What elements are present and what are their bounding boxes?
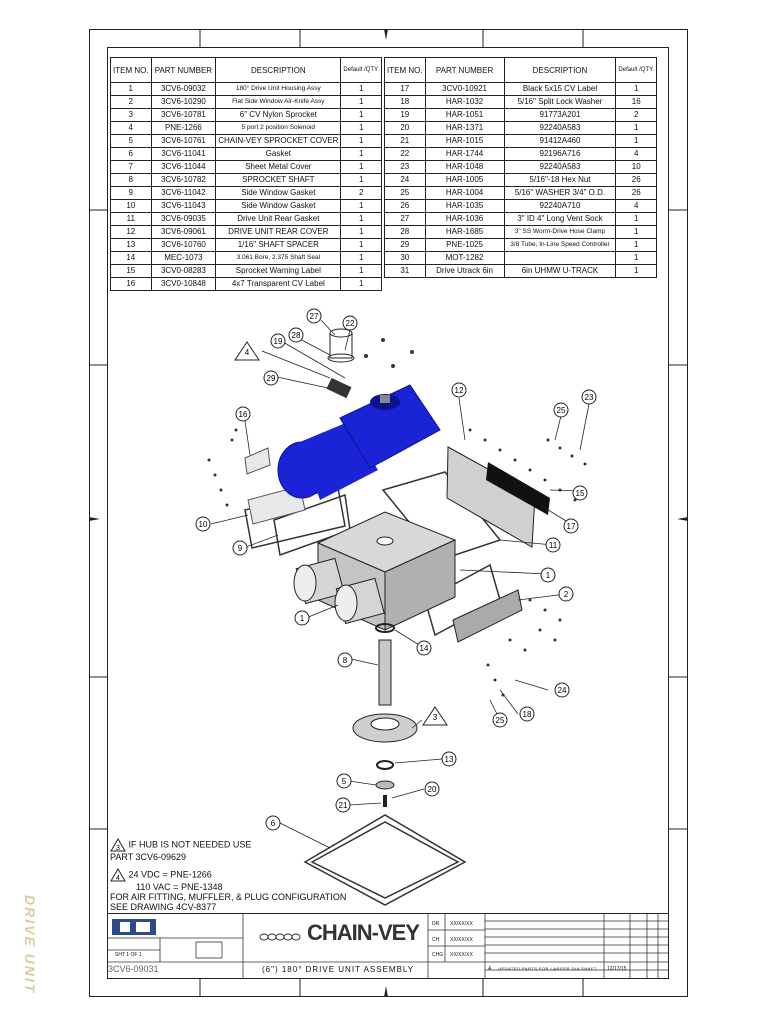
bom-cell-desc: 92240A710 xyxy=(504,200,616,213)
company-logo-icon xyxy=(112,919,156,935)
balloon-label: 1 xyxy=(545,571,551,580)
bom-cell-desc: 5/16" WASHER 3/4" O.D. xyxy=(504,187,616,200)
bom-cell-qty: 1 xyxy=(616,83,657,96)
bom-cell-item: 20 xyxy=(385,122,426,135)
bom-cell-item: 7 xyxy=(111,161,152,174)
bom-cell-part: MEC-1073 xyxy=(151,252,216,265)
balloon-label: 4 xyxy=(244,348,250,357)
bom-cell-desc: 5/16" Split Lock Washer xyxy=(504,96,616,109)
bom-cell-part: PNE-1025 xyxy=(425,239,504,252)
sheet-number: SHT 1 OF 1 xyxy=(115,952,142,958)
bom-cell-qty: 4 xyxy=(616,148,657,161)
bom-cell-item: 8 xyxy=(111,174,152,187)
bom-cell-part: 3CV6-09032 xyxy=(151,83,216,96)
bom-cell-qty: 1 xyxy=(341,135,382,148)
note4-text-d: SEE DRAWING 4CV-8377 xyxy=(110,902,217,912)
bom-cell-qty: 1 xyxy=(616,226,657,239)
balloon-label: 8 xyxy=(342,656,348,665)
bom-cell-desc: Flat Side Window Air-Knife Assy xyxy=(216,96,341,109)
header-part-number: PART NUMBER xyxy=(425,58,504,83)
bom-cell-qty: 1 xyxy=(341,278,382,291)
balloon-label: 13 xyxy=(444,755,454,764)
bom-cell-part: 3CV6-10781 xyxy=(151,109,216,122)
bom-cell-part: 3CV6-10290 xyxy=(151,96,216,109)
note3-num: 3 xyxy=(116,845,120,852)
rev-description: UPDATED PARTS FOR LARGER DIA SHAFT xyxy=(498,966,597,971)
bom-cell-item: 17 xyxy=(385,83,426,96)
bom-cell-part: HAR-1004 xyxy=(425,187,504,200)
bom-cell-desc: 6" CV Nylon Sprocket xyxy=(216,109,341,122)
balloon-label: 28 xyxy=(291,331,301,340)
balloon-label: 22 xyxy=(345,319,355,328)
note3-text: IF HUB IS NOT NEEDED USE xyxy=(128,839,252,850)
bom-cell-item: 21 xyxy=(385,135,426,148)
bom-cell-part: HAR-1032 xyxy=(425,96,504,109)
note4-text-b: 110 VAC = PNE-1348 xyxy=(136,882,223,892)
balloon-label: 18 xyxy=(522,710,532,719)
bom-cell-desc: DRIVE UNIT REAR COVER xyxy=(216,226,341,239)
bom-cell-part: HAR-1744 xyxy=(425,148,504,161)
bom-cell-desc: 5 port 2 position Solenoid xyxy=(216,122,341,135)
bom-cell-item: 29 xyxy=(385,239,426,252)
bom-cell-desc: Sheet Metal Cover xyxy=(216,161,341,174)
note4-text-a: 24 VDC = PNE-1266 xyxy=(128,869,212,880)
bom-cell-qty: 1 xyxy=(341,226,382,239)
bom-cell-item: 2 xyxy=(111,96,152,109)
balloon-label: 25 xyxy=(556,406,566,415)
bom-cell-item: 11 xyxy=(111,213,152,226)
bom-cell-qty: 1 xyxy=(341,265,382,278)
chain-vey-logo: CHAIN-VEY xyxy=(307,920,420,945)
bom-cell-desc: 91412A460 xyxy=(504,135,616,148)
bom-cell-desc: CHAIN-VEY SPROCKET COVER xyxy=(216,135,341,148)
bom-cell-desc: Side Window Gasket xyxy=(216,187,341,200)
bom-cell-desc: 91773A201 xyxy=(504,109,616,122)
drawing-title: (6") 180° DRIVE UNIT ASSEMBLY xyxy=(262,965,415,974)
bom-cell-item: 6 xyxy=(111,148,152,161)
balloon-label: 12 xyxy=(454,386,464,395)
bom-cell-desc: Gasket xyxy=(216,148,341,161)
balloon-label: 23 xyxy=(584,393,594,402)
note4-text-c: FOR AIR FITTING, MUFFLER, & PLUG CONFIGURATION xyxy=(110,892,347,902)
drawing-number: 3CV6-09031 xyxy=(108,964,159,974)
bom-cell-part: 3CV0-10921 xyxy=(425,83,504,96)
bom-cell-part: 3CV6-11043 xyxy=(151,200,216,213)
bom-cell-item: 18 xyxy=(385,96,426,109)
balloon-label: 15 xyxy=(575,489,585,498)
bom-cell-desc: Side Window Gasket xyxy=(216,200,341,213)
balloon-label: 11 xyxy=(548,541,558,550)
balloon-label: 16 xyxy=(238,410,248,419)
header-item: ITEM NO. xyxy=(385,58,426,83)
bom-cell-part: 3CV6-09061 xyxy=(151,226,216,239)
bom-cell-desc: Sprocket Warning Label xyxy=(216,265,341,278)
bom-cell-qty: 1 xyxy=(341,200,382,213)
bom-cell-item: 24 xyxy=(385,174,426,187)
bom-cell-qty: 1 xyxy=(341,161,382,174)
bom-cell-item: 14 xyxy=(111,252,152,265)
bom-cell-item: 19 xyxy=(385,109,426,122)
bom-cell-desc: 3" SS Worm-Drive Hose Clamp xyxy=(504,226,616,239)
header-qty: Default /QTY. xyxy=(616,58,657,83)
bom-cell-part: HAR-1005 xyxy=(425,174,504,187)
bom-cell-item: 12 xyxy=(111,226,152,239)
bom-cell-desc: 92196A716 xyxy=(504,148,616,161)
bom-cell-qty: 2 xyxy=(616,109,657,122)
bom-cell-part: Drive Utrack 6in xyxy=(425,265,504,278)
balloon-label: 6 xyxy=(270,819,276,828)
bom-cell-item: 26 xyxy=(385,200,426,213)
bom-cell-qty: 1 xyxy=(616,252,657,265)
bom-cell-qty: 1 xyxy=(341,122,382,135)
balloon-label: 3 xyxy=(432,713,438,722)
bom-cell-item: 28 xyxy=(385,226,426,239)
bom-cell-qty: 4 xyxy=(616,200,657,213)
bom-cell-item: 5 xyxy=(111,135,152,148)
bom-cell-qty: 26 xyxy=(616,174,657,187)
bom-cell-item: 31 xyxy=(385,265,426,278)
balloon-label: 21 xyxy=(338,801,348,810)
bom-cell-part: HAR-1048 xyxy=(425,161,504,174)
bom-cell-item: 27 xyxy=(385,213,426,226)
bom-cell-desc: SPROCKET SHAFT xyxy=(216,174,341,187)
side-label: DRIVE UNIT xyxy=(22,895,38,995)
bom-cell-qty: 16 xyxy=(616,96,657,109)
bom-cell-part: 3CV0-10848 xyxy=(151,278,216,291)
bom-cell-part: HAR-1685 xyxy=(425,226,504,239)
bom-cell-part: HAR-1051 xyxy=(425,109,504,122)
bom-cell-item: 3 xyxy=(111,109,152,122)
ch-label: CH xyxy=(432,937,440,943)
bom-cell-item: 22 xyxy=(385,148,426,161)
balloon-label: 9 xyxy=(237,544,243,553)
header-description: DESCRIPTION xyxy=(504,58,616,83)
bom-cell-desc: 6in UHMW U-TRACK xyxy=(504,265,616,278)
rev-date: 12/17/15 xyxy=(607,966,627,972)
bom-cell-qty: 1 xyxy=(341,96,382,109)
bom-cell-qty: 1 xyxy=(341,109,382,122)
note3-text-b: PART 3CV6-09629 xyxy=(110,852,187,862)
balloon-label: 29 xyxy=(266,374,276,383)
balloon-label: 5 xyxy=(341,777,347,786)
bom-cell-qty: 1 xyxy=(341,213,382,226)
bom-cell-desc: 3/8 Tube, In-Line Speed Controller xyxy=(504,239,616,252)
bom-cell-part: MOT-1282 xyxy=(425,252,504,265)
balloon-label: 27 xyxy=(309,312,319,321)
bom-cell-item: 1 xyxy=(111,83,152,96)
bom-cell-desc: 1/16" SHAFT SPACER xyxy=(216,239,341,252)
bom-cell-item: 4 xyxy=(111,122,152,135)
bom-cell-desc: 4x7 Transparent CV Label xyxy=(216,278,341,291)
bom-cell-part: HAR-1015 xyxy=(425,135,504,148)
bom-cell-qty: 10 xyxy=(616,161,657,174)
dr-label: DR xyxy=(432,921,440,927)
bom-cell-qty: 1 xyxy=(616,265,657,278)
bom-cell-part: HAR-1035 xyxy=(425,200,504,213)
bom-cell-part: 3CV6-10760 xyxy=(151,239,216,252)
bom-cell-item: 13 xyxy=(111,239,152,252)
bom-cell-desc: Black 5x15 CV Label xyxy=(504,83,616,96)
bom-cell-qty: 1 xyxy=(341,252,382,265)
bom-cell-desc: Drive Unit Rear Gasket xyxy=(216,213,341,226)
bom-cell-qty: 1 xyxy=(341,174,382,187)
bom-cell-part: 3CV6-10761 xyxy=(151,135,216,148)
bom-cell-part: 3CV0-08283 xyxy=(151,265,216,278)
note4-num: 4 xyxy=(116,875,120,882)
header-item: ITEM NO. xyxy=(111,58,152,83)
bom-cell-qty: 1 xyxy=(616,135,657,148)
bom-cell-qty: 2 xyxy=(341,187,382,200)
bom-cell-part: HAR-1371 xyxy=(425,122,504,135)
bom-cell-desc: 92240A583 xyxy=(504,122,616,135)
bom-cell-desc: 92240A583 xyxy=(504,161,616,174)
bom-cell-desc: 3.061 Bore, 2.375 Shaft Seal xyxy=(216,252,341,265)
bom-cell-qty: 1 xyxy=(616,213,657,226)
header-description: DESCRIPTION xyxy=(216,58,341,83)
balloon-label: 17 xyxy=(566,522,576,531)
bom-cell-part: 3CV6-11044 xyxy=(151,161,216,174)
chg-label: CHG xyxy=(432,952,444,958)
bom-cell-item: 25 xyxy=(385,187,426,200)
balloon-label: 2 xyxy=(563,590,569,599)
bom-cell-part: 3CV6-09035 xyxy=(151,213,216,226)
bom-cell-qty: 1 xyxy=(341,83,382,96)
bom-cell-part: HAR-1036 xyxy=(425,213,504,226)
balloon-label: 14 xyxy=(419,644,429,653)
header-qty: Default /QTY. xyxy=(341,58,382,83)
header-part-number: PART NUMBER xyxy=(151,58,216,83)
bom-cell-item: 30 xyxy=(385,252,426,265)
bom-cell-part: 3CV6-11042 xyxy=(151,187,216,200)
balloon-label: 25 xyxy=(495,716,505,725)
dr-value: XX/XX/XX xyxy=(450,921,473,927)
chain-graphic-icon xyxy=(260,934,300,940)
balloon-label: 19 xyxy=(273,337,283,346)
balloon-label: 1 xyxy=(299,614,305,623)
bom-cell-qty: 26 xyxy=(616,187,657,200)
bom-cell-part: PNE-1266 xyxy=(151,122,216,135)
bom-cell-qty: 1 xyxy=(616,122,657,135)
bom-cell-qty: 1 xyxy=(341,239,382,252)
bom-cell-desc: 180° Drive Unit Housing Assy xyxy=(216,83,341,96)
bom-cell-item: 9 xyxy=(111,187,152,200)
bom-cell-qty: 1 xyxy=(616,239,657,252)
balloon-label: 10 xyxy=(198,520,208,529)
bom-cell-desc: 5/16"-18 Hex Nut xyxy=(504,174,616,187)
rev-letter: A xyxy=(488,966,492,972)
bom-cell-qty: 1 xyxy=(341,148,382,161)
balloon-label: 20 xyxy=(427,785,437,794)
balloon-label: 24 xyxy=(557,686,567,695)
ch-value: XX/XX/XX xyxy=(450,937,473,943)
bom-cell-part: 3CV6-10782 xyxy=(151,174,216,187)
bom-cell-item: 23 xyxy=(385,161,426,174)
bom-cell-item: 10 xyxy=(111,200,152,213)
chg-value: XX/XX/XX xyxy=(450,952,473,958)
bom-cell-part: 3CV6-11041 xyxy=(151,148,216,161)
bom-cell-desc: 3" ID 4" Long Vent Sock xyxy=(504,213,616,226)
bom-cell-item: 15 xyxy=(111,265,152,278)
bom-cell-item: 16 xyxy=(111,278,152,291)
